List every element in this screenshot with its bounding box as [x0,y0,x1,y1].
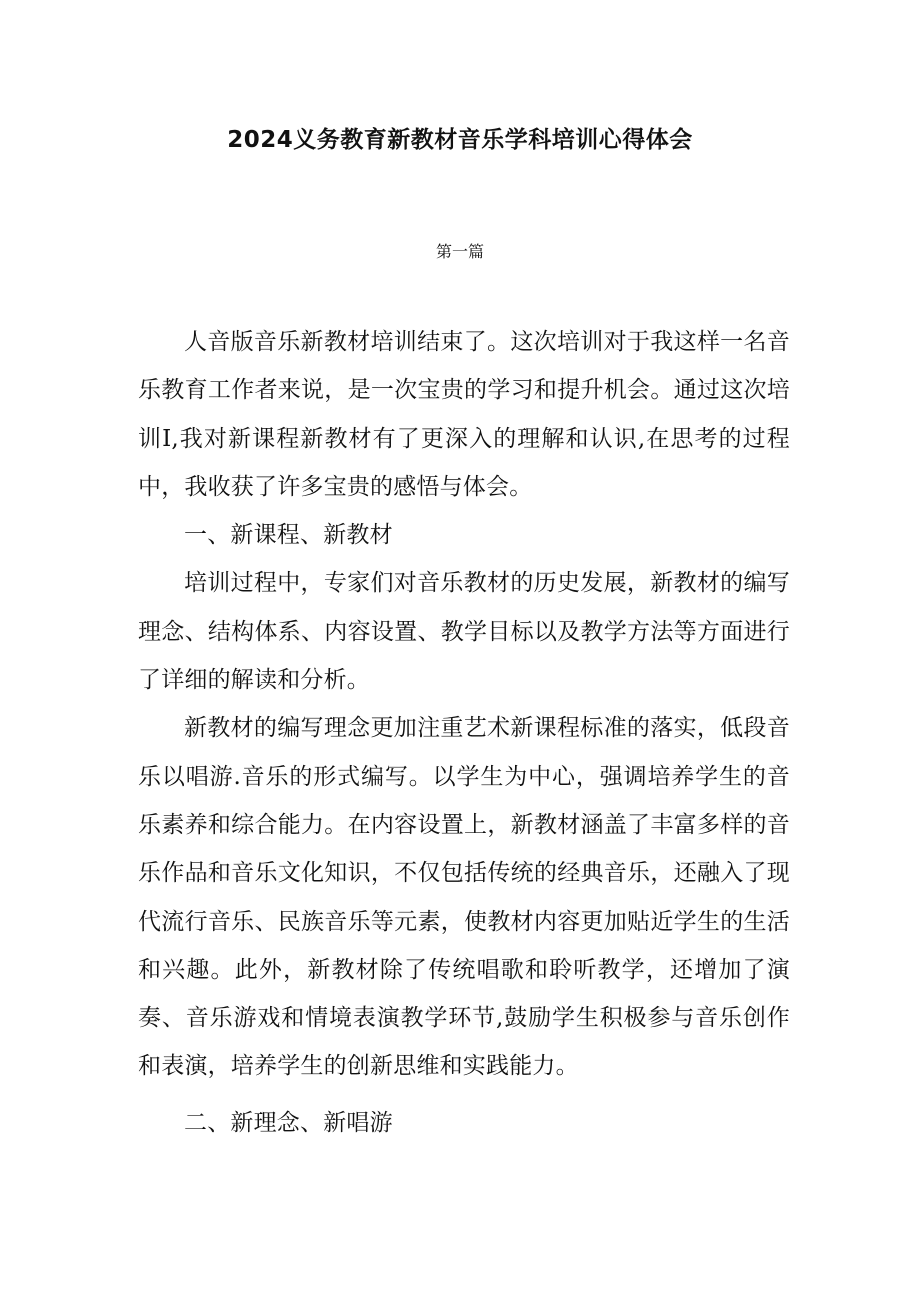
section-heading-1: 一、新课程、新教材 [184,522,393,549]
document-subtitle: 第一篇 [435,242,484,261]
paragraph-new-textbook: 新教材的编写理念更加注重艺术新课程标准的落实，低段音乐以唱游.音乐的形式编写。以学生为中心，强调培养学生的音乐素养和综合能力。在内容设置上，新教材涵盖了丰富多样的音乐作品和音乐文化知识，不仅包括传统的经典音乐，还融入了现代流行音乐、民族音乐等元素，使教材内容更加贴近学生的生活和兴趣。此外，新教材除了传统唱歌和聆听教学，还增加了演奏、音乐游戏和情境表演教学环节,鼓励学生积极参与音乐创作和表演，培养学生的创新思维和实践能力。 [138,715,790,1080]
document-title: 2024义务教育新教材音乐学科培训心得体会 [227,127,693,153]
document-body [138,318,790,1147]
paragraph-training: 培训过程中，专家们对音乐教材的历史发展，新教材的编写理念、结构体系、内容设置、教学目标以及教学方法等方面进行了详细的解读和分析。 [138,570,790,694]
section-heading-2: 二、新理念、新唱游 [184,1109,393,1136]
paragraph-intro: 人音版音乐新教材培训结束了。这次培训对于我这样一名音乐教育工作者来说，是一次宝贵的学习和提升机会。通过这次培训I,我对新课程新教材有了更深入的理解和认识,在思考的过程中，我收获了许多宝贵的感悟与体会。 [138,329,790,500]
spacer [138,1091,790,1099]
